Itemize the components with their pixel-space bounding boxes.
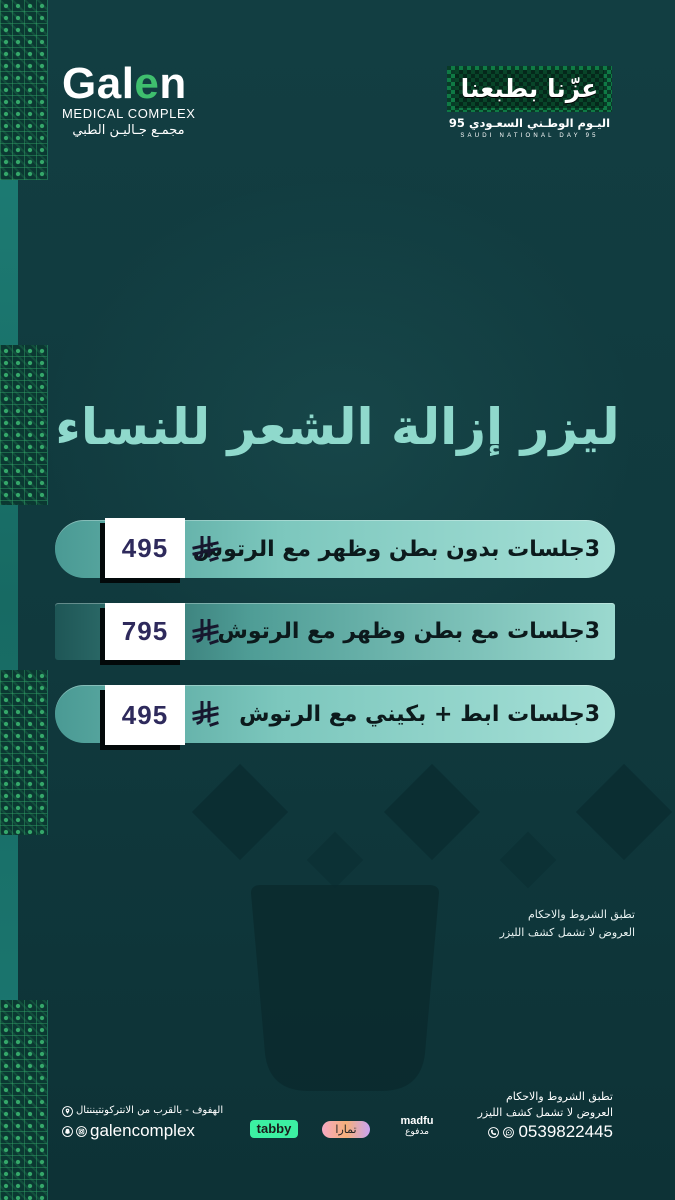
address-row [62,1104,223,1118]
footer-contact [478,1089,613,1142]
phone-icon [488,1127,499,1138]
national-day-logo [447,66,612,141]
offer-row [0,518,675,578]
saudi-riyal-icon [191,536,219,562]
terms-note [500,906,635,942]
decorative-vase-shape [245,885,445,1095]
offer-price: 795 [121,616,169,646]
decorative-diamond [500,832,557,889]
snapchat-icon [62,1126,73,1137]
price-box [105,518,185,578]
page-title: ليزر إزالة الشعر للنساء [55,398,620,456]
national-day-badge [447,66,612,112]
decorative-diamond [307,832,364,889]
logo-wordmark [62,59,202,108]
tamara-logo: تمارا [322,1121,370,1138]
address-text: الهفوف - بالقرب من الانتركونتيننتال [76,1105,224,1116]
phone-row [478,1122,613,1142]
exclusion-text: العروض لا تشمل كشف الليزر [499,926,635,939]
phone-number: 0539822445 [518,1122,613,1141]
logo-tagline-ar: مجمـع جـاليـن الطبي [72,123,185,138]
social-row [62,1121,223,1141]
madfu-logo-ar: مدفوع [405,1127,429,1137]
offer-price: 495 [121,532,169,563]
instagram-icon [76,1126,87,1137]
decorative-diamond [192,764,288,860]
footer-terms: تطبق الشروط والاحكام [505,1090,613,1103]
offer-price: 495 [121,699,169,730]
logo-prefix: Gal [62,59,135,108]
logo-tagline-en: MEDICAL COMPLEX [62,106,196,121]
national-day-title-en: SAUDI NATIONAL DAY 95 [460,133,599,139]
price-box [105,603,185,660]
footer-exclusion: العروض لا تشمل كشف الليزر [477,1106,613,1119]
madfu-logo [396,1115,438,1138]
decorative-pattern-panel [0,0,48,180]
national-day-title-ar: اليـوم الوطـني السعـودي 95 [448,116,611,130]
offer-label: 3جلسات ابط + بكيني مع الرتوش [239,701,600,727]
decorative-pattern-panel [0,1000,48,1200]
national-day-slogan: عزّنا بطبعنا [460,74,599,103]
social-handle: galencomplex [90,1121,195,1140]
tabby-logo: tabby [250,1120,298,1138]
offer-label: 3جلسات مع بطن وظهر مع الرتوش [217,619,600,644]
offer-row [0,685,675,745]
footer-location [62,1104,223,1141]
saudi-riyal-icon [191,701,219,727]
decorative-diamond [576,764,672,860]
price-box [105,685,185,745]
decorative-diamond [384,764,480,860]
saudi-riyal-icon [191,619,219,645]
offer-label: 3جلسات بدون بطن وظهر مع الرتوش [192,536,600,562]
offer-row [0,603,675,663]
logo-suffix: n [159,59,187,108]
logo-mark-icon: e [134,59,160,108]
whatsapp-icon [503,1127,514,1138]
madfu-logo-en: madfu [400,1115,434,1127]
location-pin-icon [62,1106,73,1117]
terms-text: تطبق الشروط والاحكام [527,908,635,921]
galen-logo [62,59,202,139]
